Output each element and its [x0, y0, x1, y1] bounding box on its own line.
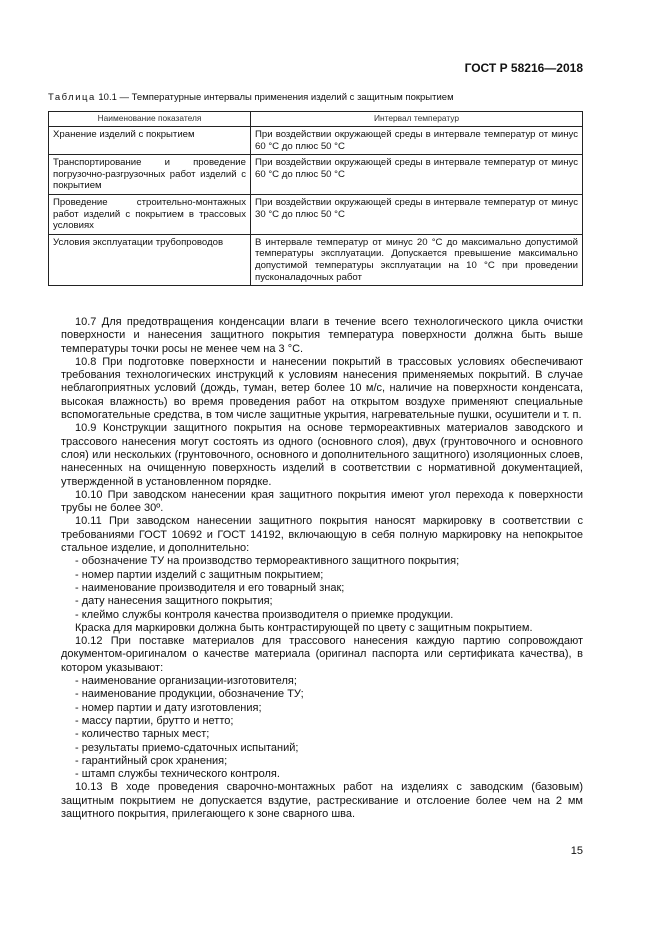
list-item: - наименование организации-изготовителя;: [75, 675, 297, 688]
list-item: - обозначение ТУ на производство термореактивного защитного покрытия;: [75, 555, 460, 568]
list-item: - результаты приемо-сдаточных испытаний;: [75, 741, 299, 754]
table-cell: Условия эксплуатации трубопроводов: [49, 234, 251, 285]
table-cell: При воздействии окружающей среды в интервале температур от минус 60 °С до плюс 50 °С: [251, 155, 583, 195]
table-row: [49, 194, 583, 234]
table-row: [49, 234, 583, 285]
column-header-indicator: Наименование показателя: [49, 112, 251, 127]
table-cell: Проведение строительно-монтажных работ изделий с покрытием в трассовых условиях: [49, 194, 251, 234]
list-item: - дату нанесения защитного покрытия;: [75, 595, 273, 608]
paragraph-10-11: 10.11 При заводском нанесении защитного покрытия наносят маркировку в соответствии с требованиями ГОСТ 10692 и ГОСТ 14192, включающую в себя полную маркировку на непокрытое стальное изделие, и дополнительно:: [61, 515, 583, 555]
document-header: ГОСТ Р 58216—2018: [464, 61, 583, 75]
list-item: - наименование производителя и его товарный знак;: [75, 581, 345, 594]
table-caption-label: Таблица: [48, 92, 96, 103]
table-caption: [48, 92, 454, 103]
list-item: - номер партии и дату изготовления;: [75, 701, 262, 714]
table-cell: При воздействии окружающей среды в интервале температур от минус 60 °С до плюс 50 °С: [251, 127, 583, 155]
table-caption-text: 10.1 — Температурные интервалы применения изделий с защитным покрытием: [98, 92, 454, 103]
table-header-row: [49, 112, 583, 127]
list-item: - гарантийный срок хранения;: [75, 754, 228, 767]
document-body: [61, 316, 583, 821]
table-cell: Хранение изделий с покрытием: [49, 127, 251, 155]
table-cell: Транспортирование и проведение погрузочно-разгрузочных работ изделий с покрытием: [49, 155, 251, 195]
paragraph-10-8: 10.8 При подготовке поверхности и нанесении покрытий в трассовых условиях обеспечивают требования технологических инструкций к условиям нанесения применяемых покрытий. В случае неблагоприятных условий (дождь, туман, ветер более 10 м/с, наличие на поверхности конденсата, высокая влажность) во время проведения работ на открытом воздухе применяют специальные вспомогательные средства, в том числе защитные укрытия, нагревательные пушки, осушители и т. п.: [61, 355, 583, 422]
list-item: - наименование продукции, обозначение ТУ;: [75, 688, 304, 701]
temperature-table: [48, 111, 583, 286]
table-row: [49, 127, 583, 155]
list-item: - количество тарных мест;: [75, 728, 210, 741]
paragraph-10-9: 10.9 Конструкции защитного покрытия на основе термореактивных материалов заводского и трассового нанесения могут состоять из одного (основного слоя), двух (грунтовочного и основного слоя) или нескольких (грунтовочного, основного и дополнительного защитного) изоляционных слоев, нанесенных на очищенную поверхность изделий в соответствии с нормативной документацией, утвержденной в установленном порядке.: [61, 422, 583, 488]
paragraph-10-13: 10.13 В ходе проведения сварочно-монтажных работ на изделиях с заводским (базовым) защитным покрытием не допускается вздутие, растрескивание и отслоение более чем на 2 мм защитного покрытия, прилегающего к зоне сварного шва.: [61, 781, 583, 820]
list-item: - клеймо службы контроля качества производителя о приемке продукции.: [75, 608, 454, 621]
list-item: - массу партии, брутто и нетто;: [75, 714, 234, 727]
paragraph-10-7: 10.7 Для предотвращения конденсации влаги в течение всего технологического цикла очистки поверхности и нанесения защитного покрытия температура поверхности должна быть выше температуры точки росы не менее чем на 3 °С.: [61, 316, 583, 355]
table-cell: При воздействии окружающей среды в интервале температур от минус 30 °С до плюс 50 °С: [251, 194, 583, 234]
table-cell: В интервале температур от минус 20 °С до максимально допустимой температуры эксплуатации. Допускается превышение максимально допустимой температуры эксплуатации на 10 °С при проведении пусконаладочных работ: [251, 234, 583, 285]
list-item: - номер партии изделий с защитным покрытием;: [75, 568, 324, 581]
paragraph-10-12: 10.12 При поставке материалов для трассового нанесения каждую партию сопровождают документом-оригиналом о качестве материала (оригинал паспорта или сертификата качества), в котором указывают:: [61, 635, 583, 674]
page-number: 15: [570, 845, 583, 857]
paragraph-10-10: 10.10 При заводском нанесении края защитного покрытия имеют угол перехода к поверхности трубы не более 30º.: [61, 488, 583, 515]
table-row: [49, 155, 583, 195]
paragraph-marking-paint: Краска для маркировки должна быть контрастирующей по цвету с защитным покрытием.: [75, 621, 533, 634]
list-item: - штамп службы технического контроля.: [75, 768, 280, 781]
column-header-temperature: Интервал температур: [251, 112, 583, 127]
